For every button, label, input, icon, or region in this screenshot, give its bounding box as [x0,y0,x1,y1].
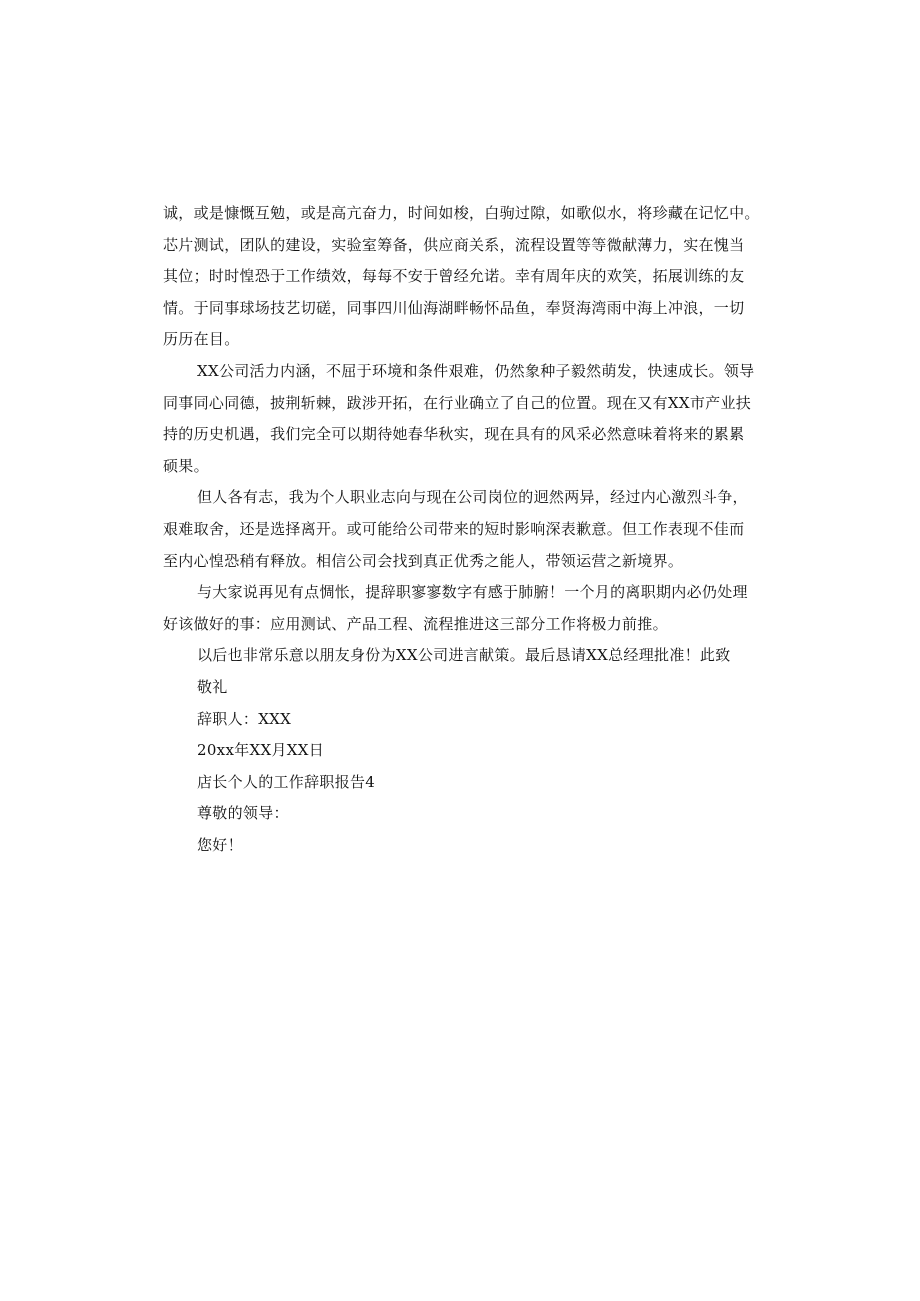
paragraph-line: 好该做好的事：应用测试、产品工程、流程推进这三部分工作将极力前推。 [163,614,668,633]
greeting-line: 尊敬的领导： [197,804,289,823]
paragraph-line: 与大家说再见有点惆怅，提辞职寥寥数字有感于肺腑！一个月的离职期内必仍处理 [197,583,748,602]
signature-line: 辞职人：XXX [197,709,292,728]
paragraph-line: 至内心惶恐稍有释放。相信公司会找到真正优秀之能人，带领运营之新境界。 [163,551,684,570]
paragraph-line: 情。于同事球场技艺切磋，同事四川仙海湖畔畅怀品鱼，奉贤海湾雨中海上冲浪，一切 [163,298,745,317]
paragraph-line: 硕果。 [163,456,209,475]
paragraph-line: 其位；时时惶恐于工作绩效，每每不安于曾经允诺。幸有周年庆的欢笑，拓展训练的友 [163,267,745,286]
paragraph-line: 以后也非常乐意以朋友身份为XX公司进言献策。最后恳请XX总经理批准！此致 [197,646,731,665]
paragraph-line: 持的历史机遇，我们完全可以期待她春华秋实，现在具有的风采必然意味着将来的累累 [163,425,745,444]
paragraph-line: XX公司活力内涵，不屈于环境和条件艰难，仍然象种子毅然萌发，快速成长。领导 [197,361,755,380]
paragraph-line: 同事同心同德，披荆斩棘，跋涉开拓，在行业确立了自己的位置。现在又有XX市产业扶 [163,393,752,412]
paragraph-line: 诚，或是慷慨互勉，或是高亢奋力，时间如梭，白驹过隙，如歌似水，将珍藏在记忆中。 [163,204,760,222]
date-line: 20xx年XX月XX日 [197,741,325,760]
paragraph-line: 历历在目。 [163,330,240,349]
paragraph-line: 但人各有志，我为个人职业志向与现在公司岗位的迥然两异，经过内心激烈斗争， [197,488,748,507]
paragraph-line: 艰难取舍，还是选择离开。或可能给公司带来的短时影响深表歉意。但工作表现不佳而 [163,519,745,538]
closing-salutation: 敬礼 [197,677,228,696]
section-title: 店长个人的工作辞职报告4 [197,772,376,791]
document-body [163,198,760,861]
greeting-line: 您好！ [197,835,243,854]
paragraph-line: 芯片测试，团队的建设，实验室筹备，供应商关系，流程设置等等微献薄力，实在愧当 [163,235,745,254]
